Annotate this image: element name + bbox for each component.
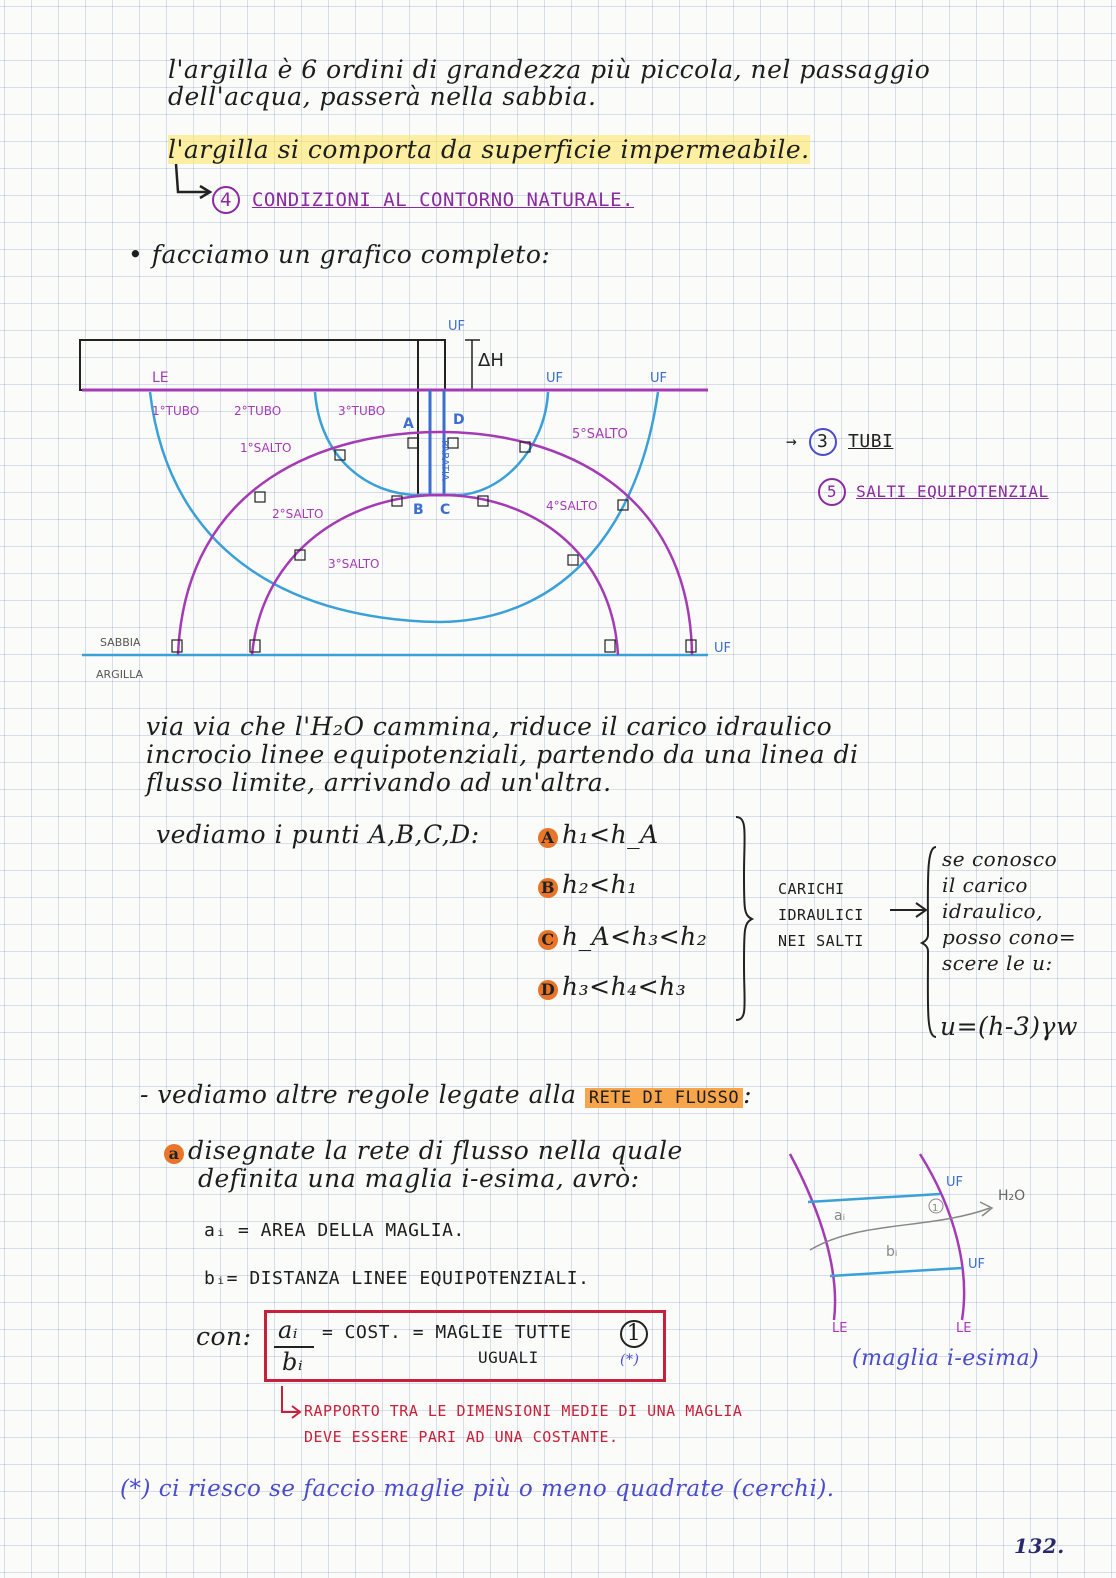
boundary-conditions-heading: 4 CONDIZIONI AL CONTORNO NATURALE. (212, 186, 634, 214)
label-salto-1: 1°SALTO (240, 441, 292, 455)
footnote: (*) ci riesco se faccio maglie più o meno quadrate (cerchi). (120, 1476, 835, 1502)
u-formula: u=(h-3)γw (940, 1012, 1078, 1041)
carichi-label: CARICHI IDRAULICI NEI SALTI (778, 880, 864, 950)
mesh-bi: bᵢ (886, 1244, 898, 1260)
point-rel-c: C h_A<h₃<h₂ (538, 922, 707, 951)
label-uf-top: UF (448, 319, 465, 334)
brace-right-icon (920, 845, 940, 1040)
formula-box (264, 1310, 666, 1382)
label-salto-2: 2°SALTO (272, 507, 324, 521)
mesh-le-2: LE (956, 1321, 972, 1336)
cond-number-circle: 4 (212, 186, 240, 214)
formula-eq-2: UGUALI (478, 1348, 539, 1367)
legend-tubi: → 3 TUBI (786, 428, 893, 456)
formula-eq: = COST. = MAGLIE TUTTE (322, 1322, 572, 1343)
frac-num: aᵢ (278, 1316, 299, 1344)
label-argilla: ARGILLA (96, 668, 143, 681)
bi-definition: bᵢ= DISTANZA LINEE EQUIPOTENZIALI. (204, 1268, 590, 1289)
formula-value: 1 (620, 1320, 648, 1348)
mesh-caption: (maglia i-esima) (852, 1346, 1040, 1371)
con-label: con: (196, 1322, 252, 1351)
arrow-note-1: RAPPORTO TRA LE DIMENSIONI MEDIE DI UNA MAGLIA (304, 1402, 743, 1420)
rule-a-line-2: definita una maglia i-esima, avrò: (198, 1164, 640, 1193)
label-salto-5: 5°SALTO (572, 427, 628, 442)
graph-intro: • facciamo un grafico completo: (128, 240, 551, 269)
label-point-d: D (453, 412, 465, 428)
rule-a-line-1: a disegnate la rete di flusso nella quale (164, 1136, 683, 1165)
label-salto-3: 3°SALTO (328, 557, 380, 571)
intro-line-1: l'argilla è 6 ordini di grandezza più piccola, nel passaggio (168, 55, 931, 84)
cond-arrow-icon (168, 162, 218, 202)
intro-line-2: dell'acqua, passerà nella sabbia. (168, 82, 597, 111)
para2-line-2: incrocio linee equipotenziali, partendo da una linea di (146, 740, 859, 769)
label-tubo-1: 1°TUBO (152, 404, 200, 418)
label-dh: ΔH (478, 350, 504, 371)
label-sabbia: SABBIA (100, 636, 141, 649)
label-uf-bottom: UF (714, 641, 731, 656)
formula-star: (*) (620, 1352, 640, 1368)
label-point-c: C (440, 502, 451, 518)
frac-den: bᵢ (282, 1348, 304, 1376)
legend-arrow-icon: → (786, 431, 798, 452)
arrow-note-2: DEVE ESSERE PARI AD UNA COSTANTE. (304, 1428, 619, 1446)
mesh-sketch (780, 1150, 1060, 1340)
points-intro: vediamo i punti A,B,C,D: (156, 820, 480, 849)
legend-salti-number: 5 (818, 478, 846, 506)
label-uf-right: UF (650, 371, 667, 386)
mesh-uf-1: UF (946, 1175, 963, 1190)
label-point-b: B (413, 502, 424, 518)
para2-line-3: flusso limite, arrivando ad un'altra. (146, 768, 612, 797)
point-rel-b: B h₂<h₁ (538, 870, 638, 899)
intro-line-3: l'argilla si comporta da superficie impermeabile. (168, 135, 810, 164)
label-point-a: A (403, 416, 414, 432)
point-rel-d: D h₃<h₄<h₃ (538, 972, 686, 1001)
legend-salti: 5 SALTI EQUIPOTENZIAL (818, 478, 1049, 506)
label-le-left: LE (152, 370, 169, 386)
page-number: 132. (1014, 1534, 1065, 1558)
label-tubo-2: 2°TUBO (234, 404, 282, 418)
mesh-one: 1 (932, 1203, 939, 1214)
label-salto-4: 4°SALTO (546, 499, 598, 513)
rules-intro: - vediamo altre regole legate alla RETE DI FLUSSO : (140, 1080, 753, 1109)
label-uf-mid: UF (546, 371, 563, 386)
para2-line-1: via via che l'H₂O cammina, riduce il carico idraulico (146, 712, 833, 741)
ai-definition: aᵢ = AREA DELLA MAGLIA. (204, 1220, 465, 1241)
legend-tubi-number: 3 (809, 428, 837, 456)
u-note: se conosco il carico idraulico, posso cono= scere le u: (942, 847, 1077, 975)
point-rel-a: A h₁<h_A (538, 820, 659, 849)
label-paratia: PARATIA (439, 440, 450, 481)
dam-block (80, 340, 445, 390)
mesh-ai: aᵢ (834, 1208, 846, 1224)
mesh-uf-2: UF (968, 1257, 985, 1272)
mesh-h2o: H₂O (998, 1188, 1026, 1204)
mesh-le-1: LE (832, 1321, 848, 1336)
note-arrow-icon (276, 1384, 306, 1424)
brace-icon (730, 815, 760, 1025)
rete-di-flusso-highlight: RETE DI FLUSSO (585, 1088, 743, 1108)
label-tubo-3: 3°TUBO (338, 404, 386, 418)
